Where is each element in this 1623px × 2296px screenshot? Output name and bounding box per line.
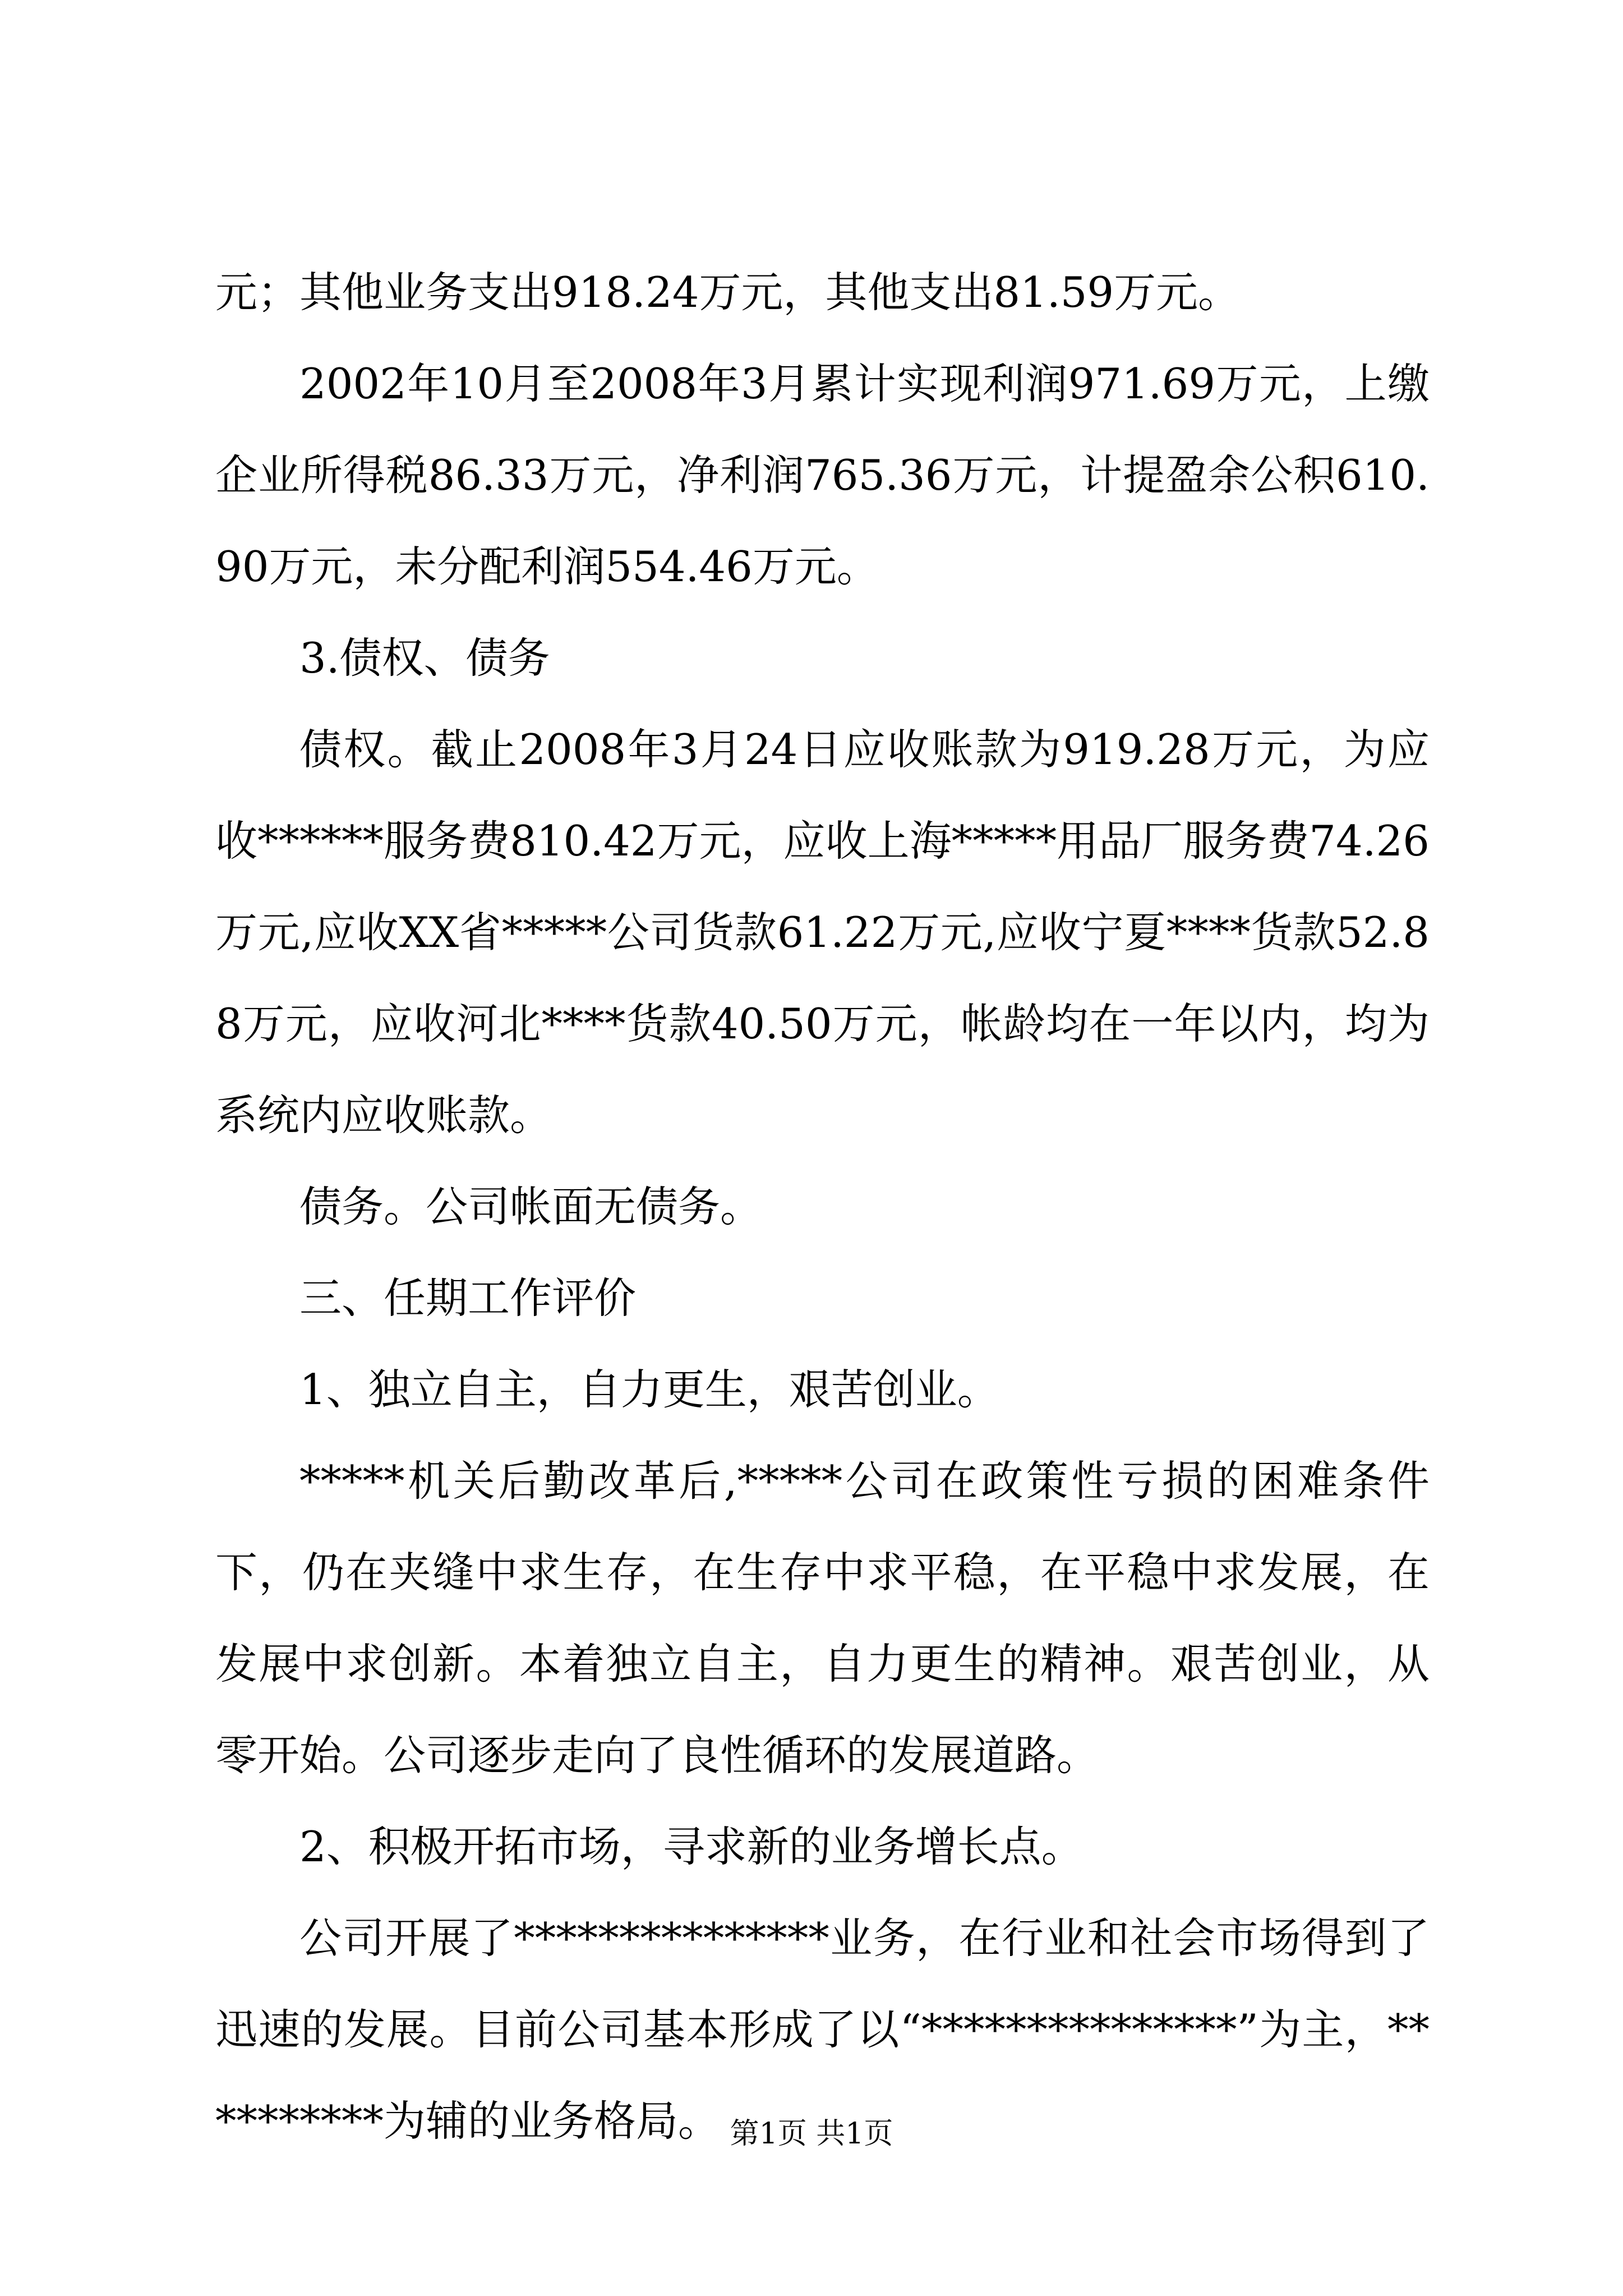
page-footer: 第1页 共1页: [730, 2117, 893, 2151]
paragraph-credits: 债权。截止2008年3月24日应收账款为919.28万元，为应收******服务费810.42万元，应收上海*****用品厂服务费74.26万元,应收XX省*****公司货款61.22万元,应收宁夏****货款52.88万元，应收河北****货款40.50万元，帐龄均在一年以内，均为系统内应收账款。: [215, 725, 1430, 1140]
paragraph-expenses-continued: 元；其他业务支出918.24万元，其他支出81.59万元。: [215, 268, 1241, 317]
heading-debts-credits: 3.债权、债务: [299, 633, 550, 683]
heading-tenure-evaluation: 三、任期工作评价: [299, 1273, 637, 1323]
paragraph-debts: 债务。公司帐面无债务。: [299, 1182, 763, 1231]
document-body: [215, 247, 1430, 2167]
paragraph-profit-summary: 2002年10月至2008年3月累计实现利润971.69万元，上缴企业所得税86.33万元，净利润765.36万元，计提盈余公积610.90万元，未分配利润554.46万元。: [215, 359, 1430, 591]
heading-independence: 1、独立自主，自力更生，艰苦创业。: [299, 1365, 999, 1414]
paragraph-market-expansion: 公司开展了***************业务，在行业和社会市场得到了迅速的发展。目前公司基本形成了以“***************”为主，**********为辅的业务格局。: [215, 1913, 1430, 2146]
heading-market-expansion: 2、积极开拓市场，寻求新的业务增长点。: [299, 1822, 1083, 1871]
paragraph-independence: *****机关后勤改革后,*****公司在政策性亏损的困难条件下，仍在夹缝中求生存，在生存中求平稳，在平稳中求发展，在发展中求创新。本着独立自主，自力更生的精神。艰苦创业，从零开始。公司逐步走向了良性循环的发展道路。: [215, 1456, 1430, 1780]
